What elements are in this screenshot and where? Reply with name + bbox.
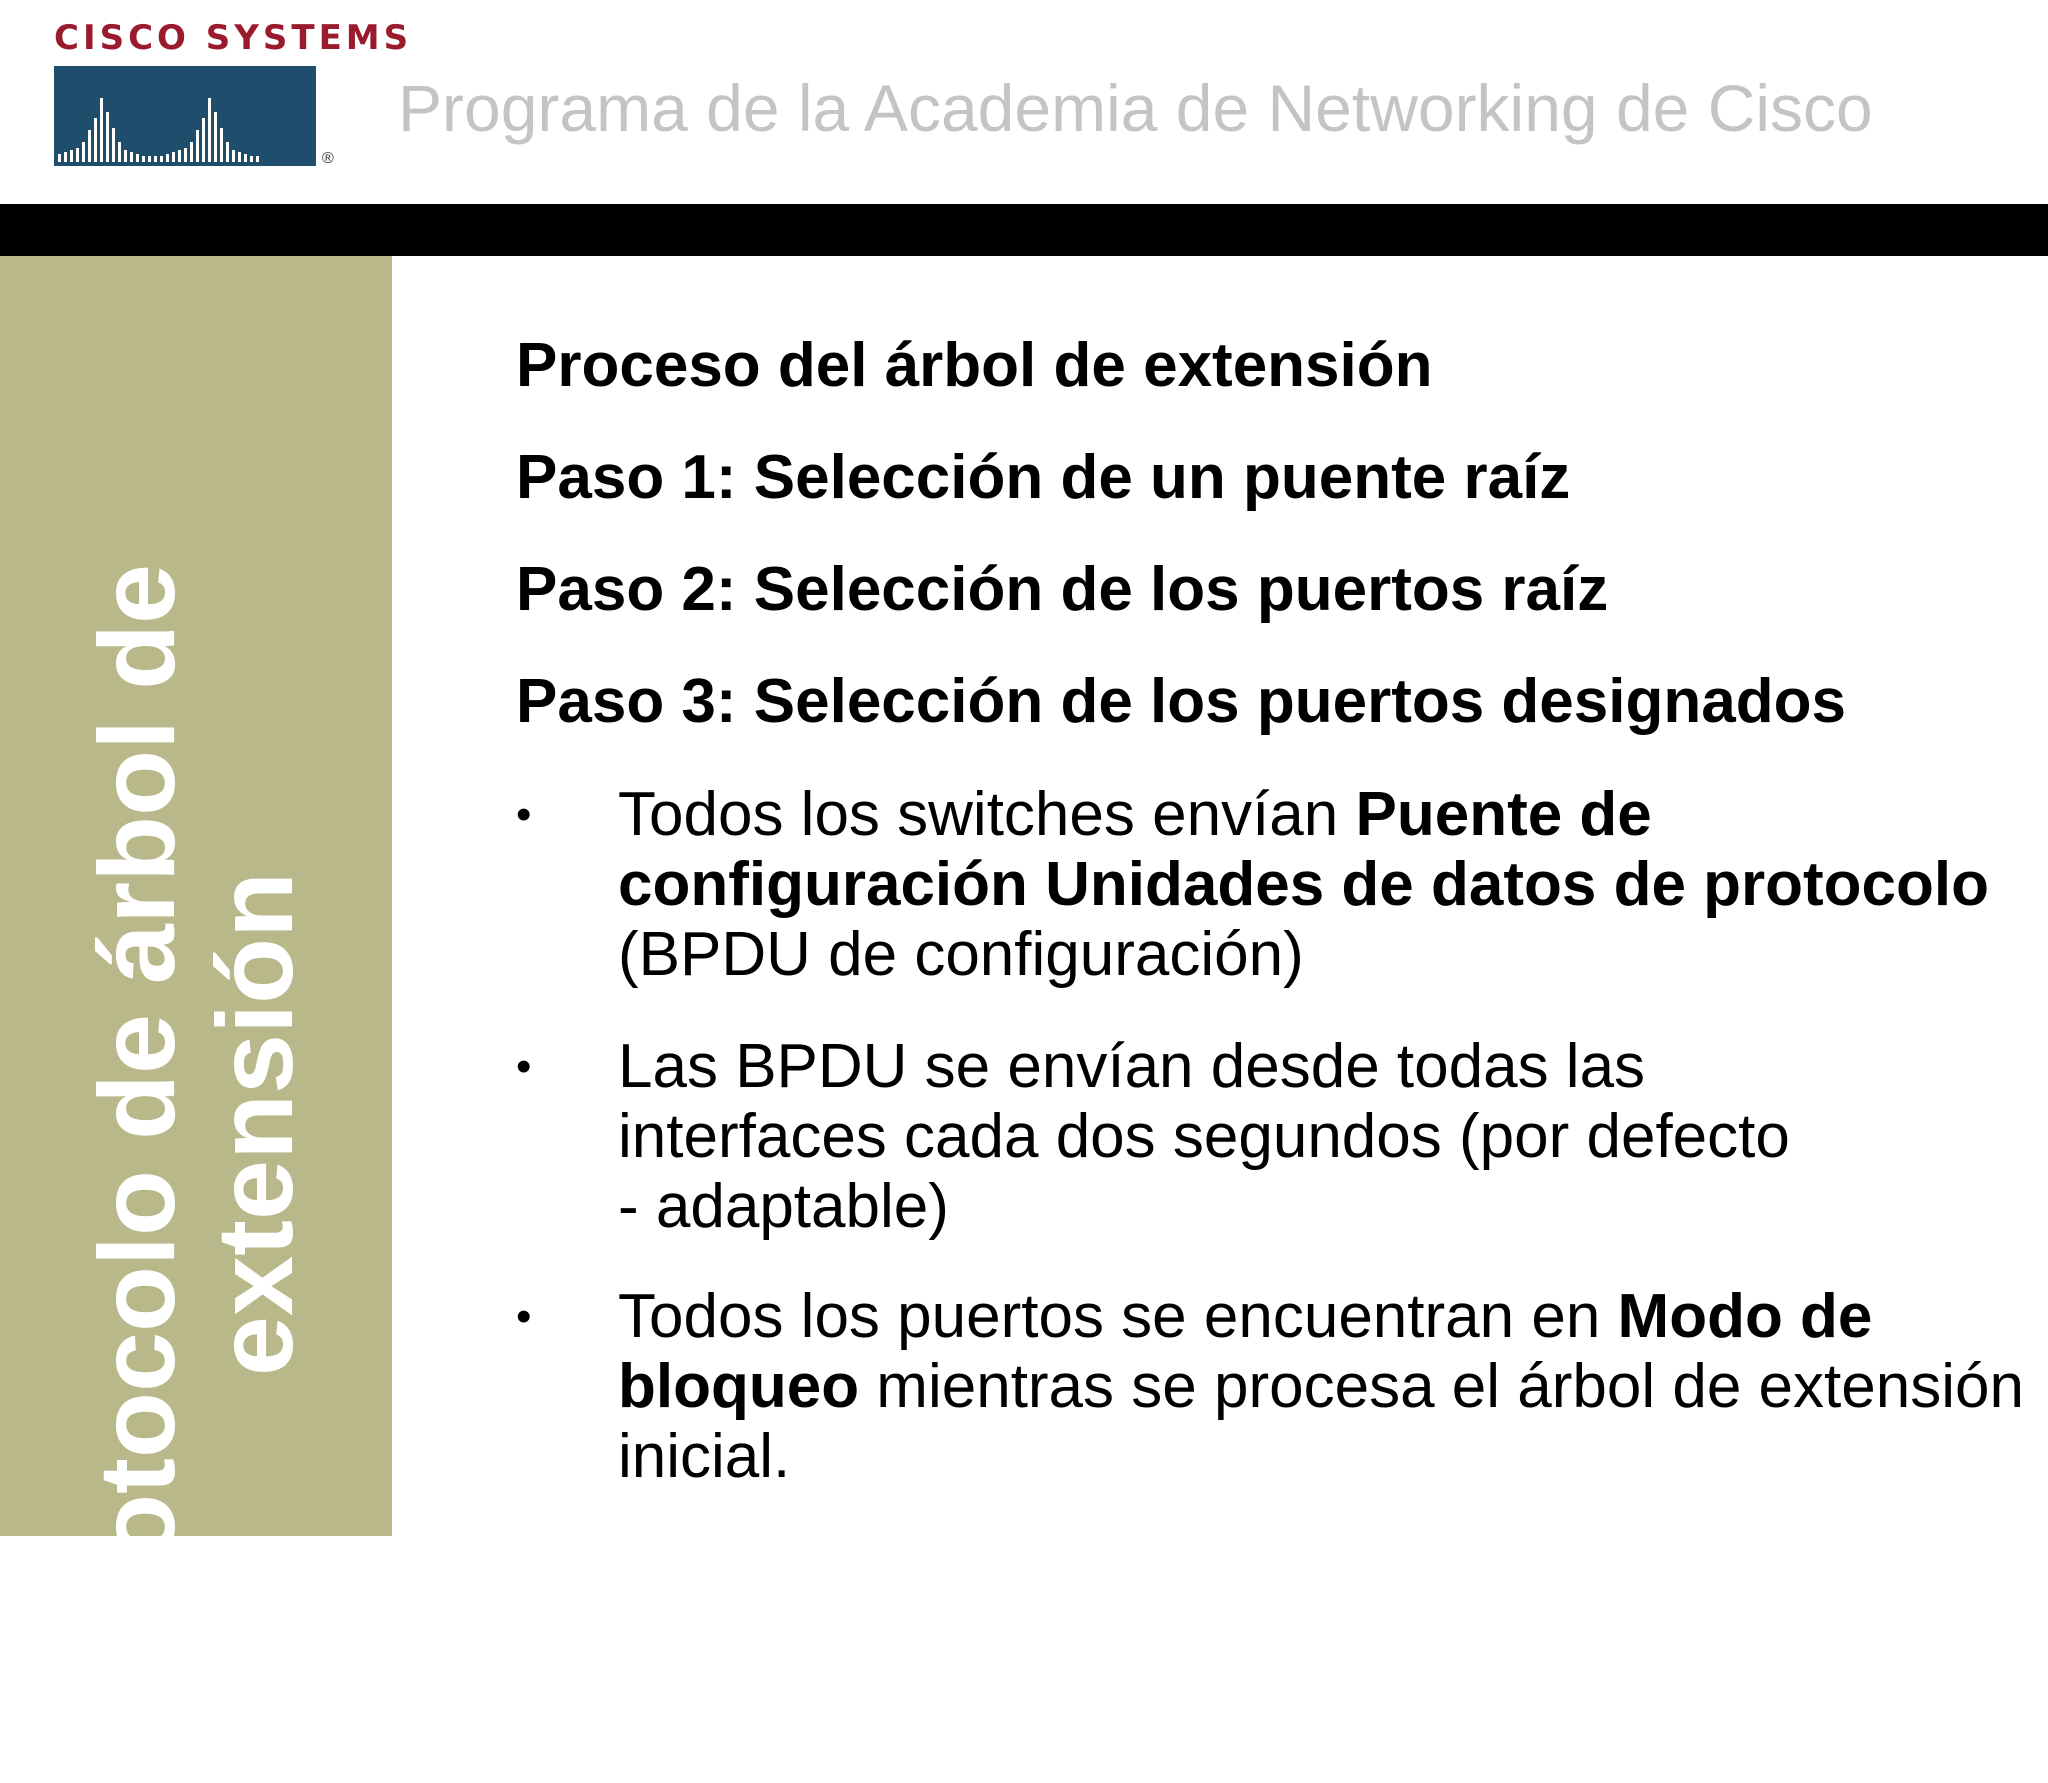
bullet-icon: • [516,790,532,839]
step-1-heading: Paso 1: Selección de un puente raíz [516,443,1571,512]
bullet-text: Las BPDU se envían desde todas las interfaces cada dos segundos (por defecto - adaptable) [618,1032,1790,1241]
section-heading: Proceso del árbol de extensión [516,331,1433,400]
step-3-heading: Paso 3: Selección de los puertos designados [516,667,1846,736]
sidebar-title-line1: Protocolo de árbol de [76,563,197,1674]
bullet-text: Todos los puertos se encuentran en Modo de bloqueo mientras se procesa el árbol de extensión inicial. [618,1282,2024,1491]
program-title: Programa de la Academia de Networking de Cisco [398,71,1873,145]
registered-mark: ® [322,150,334,167]
sidebar-title-line2: extensión [194,871,315,1377]
bullet-text: Todos los switches envían Puente de configuración Unidades de datos de protocolo (BPDU de configuración) [618,780,1989,989]
cisco-brand-text: CISCO SYSTEMS [54,18,413,58]
bullet-icon: • [516,1042,532,1091]
copyright-notice: (c) Cisco Systems, Inc. 2000 [20,1754,339,1782]
bullet-icon: • [516,1292,532,1341]
step-2-heading: Paso 2: Selección de los puertos raíz [516,555,1609,624]
cisco-bars-icon [54,66,316,166]
header-divider-bar [0,204,2048,256]
cisco-logo [54,66,316,166]
sidebar [0,256,392,1782]
header [0,0,2048,204]
sidebar-title [76,563,315,1674]
slide-content [392,256,2048,1536]
